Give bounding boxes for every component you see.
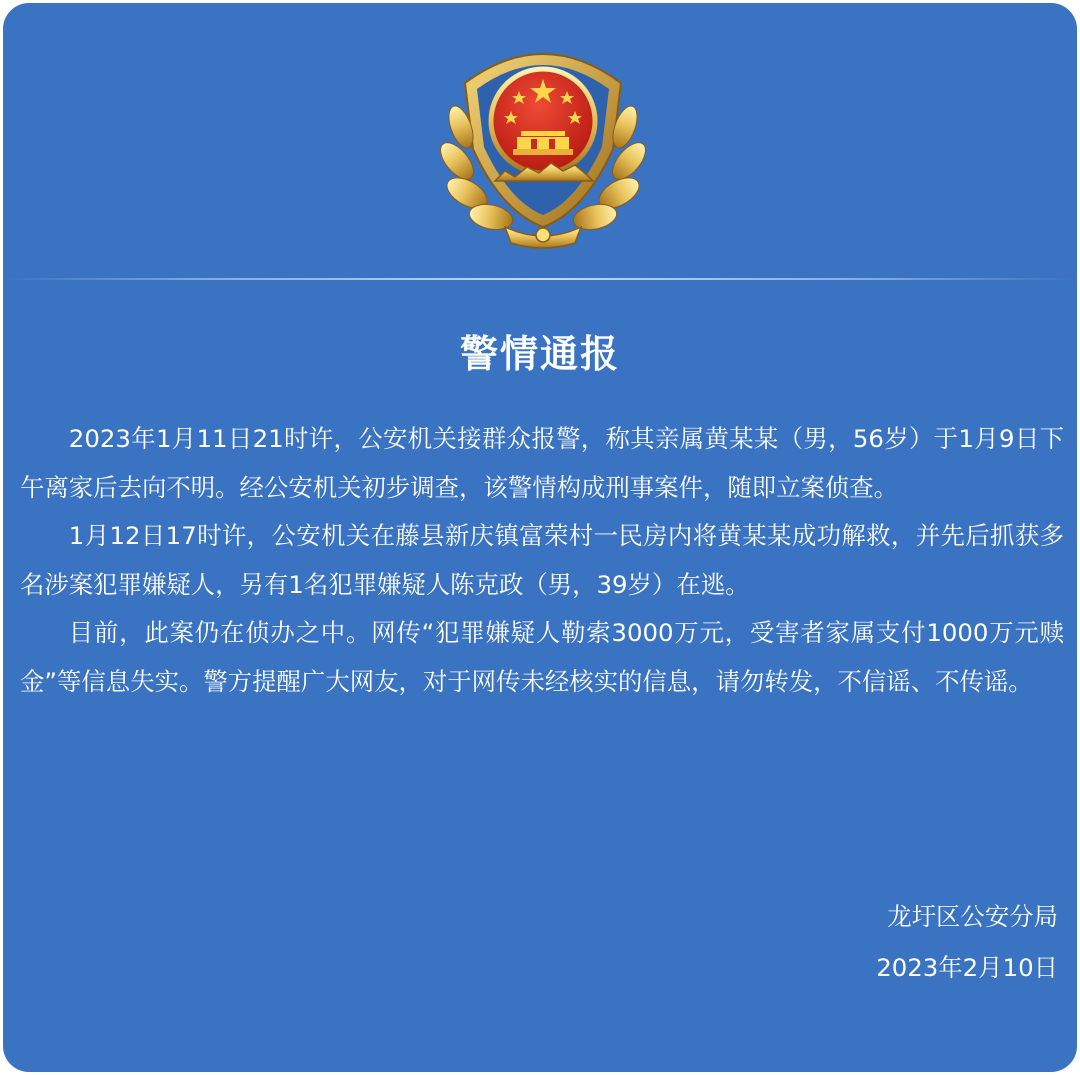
notice-body [20, 415, 1064, 706]
notice-paragraph-3: 目前，此案仍在侦办之中。网传“犯罪嫌疑人勒索3000万元，受害者家属支付1000万元赎金”等信息失实。警方提醒广大网友，对于网传未经核实的信息，请勿转发，不信谣、不传谣。 [20, 618, 1064, 696]
notice-paragraph-1: 2023年1月11日21时许，公安机关接群众报警，称其亲属黄某某（男，56岁）于1月9日下午离家后去向不明。经公安机关初步调查，该警情构成刑事案件，随即立案侦查。 [20, 424, 1064, 502]
notice-paragraph-2: 1月12日17时许，公安机关在藤县新庆镇富荣村一民房内将黄某某成功解救，并先后抓获多名涉案犯罪嫌疑人，另有1名犯罪嫌疑人陈克政（男，39岁）在逃。 [20, 521, 1064, 599]
police-emblem-icon [435, 31, 651, 253]
issue-date: 2023年2月10日 [876, 953, 1058, 982]
notice-title: 警情通报 [459, 332, 620, 376]
notice-card [3, 3, 1077, 1072]
issuer-name: 龙圩区公安分局 [887, 902, 1058, 931]
header-divider [3, 278, 1077, 280]
